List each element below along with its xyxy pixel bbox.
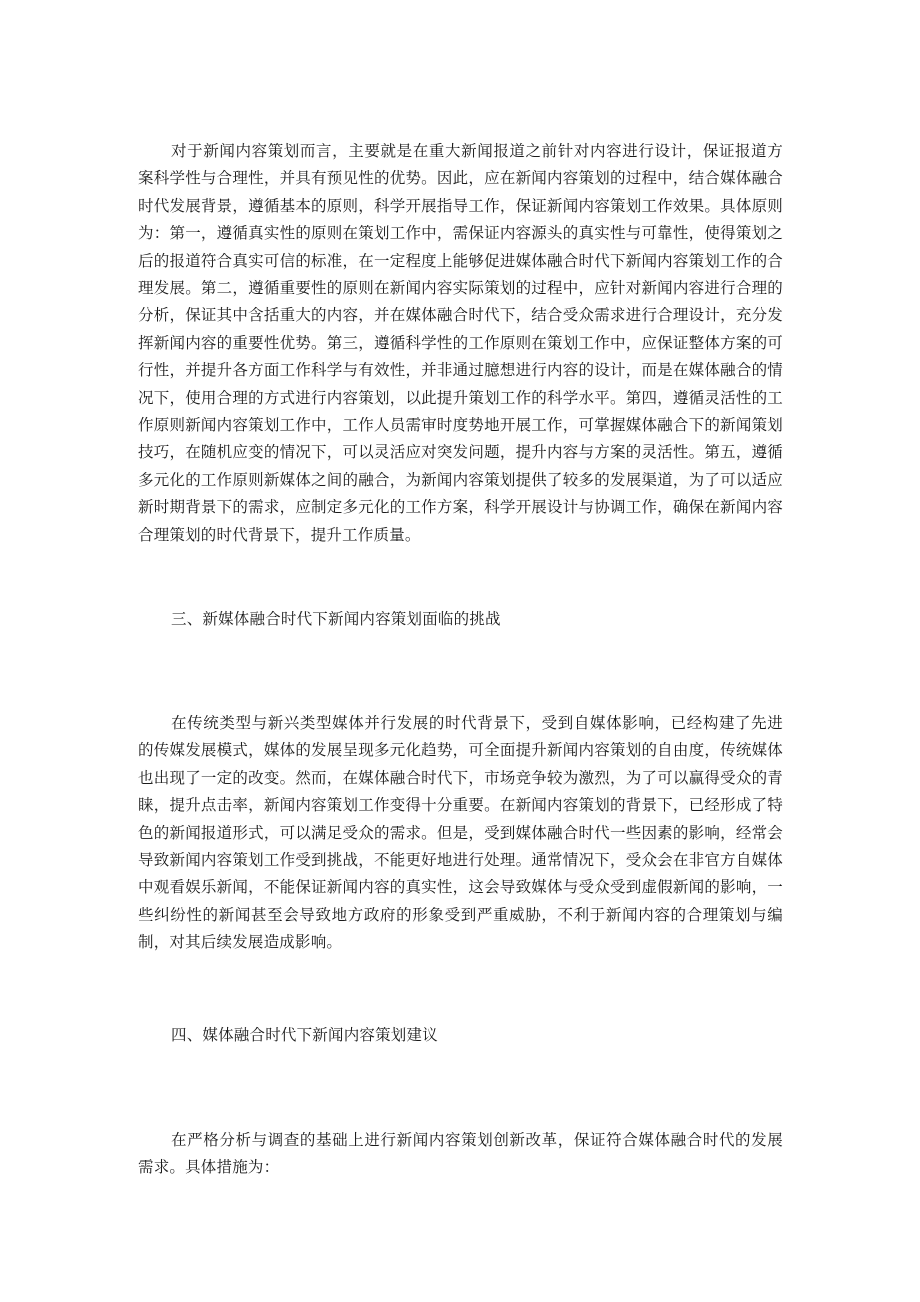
section-heading-challenges: 三、新媒体融合时代下新闻内容策划面临的挑战 xyxy=(171,610,501,628)
body-paragraph-suggestions: 在严格分析与调查的基础上进行新闻内容策划创新改革，保证符合媒体融合时代的发展需求。具体措施为： xyxy=(138,1131,783,1177)
section-heading-suggestions: 四、媒体融合时代下新闻内容策划建议 xyxy=(171,1026,438,1044)
body-paragraph-challenges: 在传统类型与新兴类型媒体并行发展的时代背景下，受到自媒体影响，已经构建了先进的传媒发展模式，媒体的发展呈现多元化趋势，可全面提升新闻内容策划的自由度，传统媒体也出现了一定的改变。然而，在媒体融合时代下，市场竞争较为激烈，为了可以赢得受众的青睐，提升点击率，新闻内容策划工作变得十分重要。在新闻内容策划的背景下，已经形成了特色的新闻报道形式，可以满足受众的需求。但是，受到媒体融合时代一些因素的影响，经常会导致新闻内容策划工作受到挑战，不能更好地进行处理。通常情况下，受众会在非官方自媒体中观看娱乐新闻，不能保证新闻内容的真实性，这会导致媒体与受众受到虚假新闻的影响，一些纠纷性的新闻甚至会导致地方政府的形象受到严重威胁，不利于新闻内容的合理策划与编制，对其后续发展造成影响。 xyxy=(138,714,783,952)
body-paragraph-principles: 对于新闻内容策划而言，主要就是在重大新闻报道之前针对内容进行设计，保证报道方案科学性与合理性，并具有预见性的优势。因此，应在新闻内容策划的过程中，结合媒体融合时代发展背景，遵循基本的原则，科学开展指导工作，保证新闻内容策划工作效果。具体原则为：第一，遵循真实性的原则在策划工作中，需保证内容源头的真实性与可靠性，使得策划之后的报道符合真实可信的标准，在一定程度上能够促进媒体融合时代下新闻内容策划工作的合理发展。第二，遵循重要性的原则在新闻内容实际策划的过程中，应针对新闻内容进行合理的分析，保证其中含括重大的内容，并在媒体融合时代下，结合受众需求进行合理设计，充分发挥新闻内容的重要性优势。第三，遵循科学性的工作原则在策划工作中，应保证整体方案的可行性，并提升各方面工作科学与有效性，并非通过臆想进行内容的设计，而是在媒体融合的情况下，使用合理的方式进行内容策划，以此提升策划工作的科学水平。第四，遵循灵活性的工作原则新闻内容策划工作中，工作人员需审时度势地开展工作，可掌握媒体融合下的新闻策划技巧，在随机应变的情况下，可以灵活应对突发问题，提升内容与方案的灵活性。第五，遵循多元化的工作原则新媒体之间的融合，为新闻内容策划提供了较多的发展渠道，为了可以适应新时期背景下的需求，应制定多元化的工作方案，科学开展设计与协调工作，确保在新闻内容合理策划的时代背景下，提升工作质量。 xyxy=(138,142,783,544)
